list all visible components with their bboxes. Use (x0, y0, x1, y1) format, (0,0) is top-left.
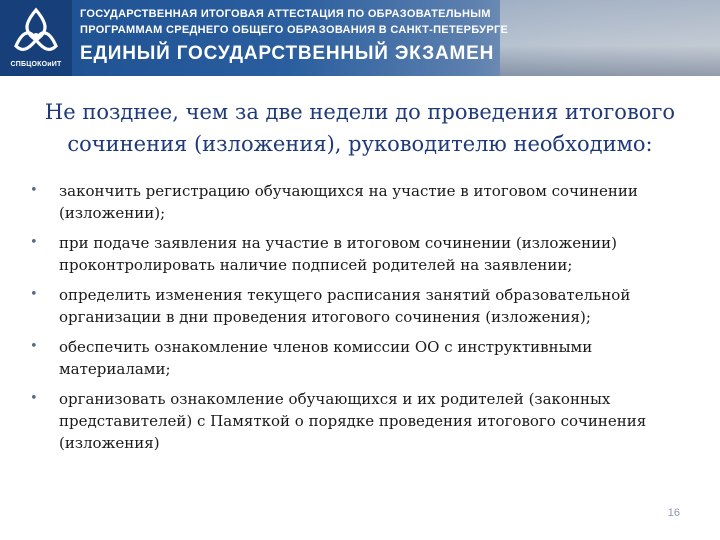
list-item (30, 336, 690, 380)
bullet-list (30, 180, 690, 462)
header-exam-title: ЕДИНЫЙ ГОСУДАРСТВЕННЫЙ ЭКЗАМЕН (80, 43, 495, 64)
list-item (30, 180, 690, 224)
header-line-1: ГОСУДАРСТВЕННАЯ ИТОГОВАЯ АТТЕСТАЦИЯ ПО ОБРАЗОВАТЕЛЬНЫМ (80, 8, 491, 20)
list-item-text: при подаче заявления на участие в итоговом сочинении (изложении) проконтролировать наличие подписей родителей на заявлении; (59, 234, 617, 274)
list-item-text: определить изменения текущего расписания занятий образовательной организации в дни проведения итогового сочинения (изложения); (59, 286, 631, 326)
bullet-icon: • (30, 339, 38, 354)
page-number: 16 (667, 507, 680, 519)
header-line-2: ПРОГРАММАМ СРЕДНЕГО ОБЩЕГО ОБРАЗОВАНИЯ В САНКТ-ПЕТЕРБУРГЕ (80, 24, 509, 36)
bullet-icon: • (30, 391, 38, 406)
list-item-text: обеспечить ознакомление членов комиссии ОО с инструктивными материалами; (59, 338, 593, 378)
list-item (30, 284, 690, 328)
logo-emblem-icon (10, 6, 62, 58)
list-item (30, 232, 690, 276)
list-item-text: организовать ознакомление обучающихся и их родителей (законных представителей) с Памяткой о порядке проведения итогового сочинения (изложения) (59, 390, 647, 452)
slide-title: Не позднее, чем за две недели до проведения итогового сочинения (изложения), руководителю необходимо: (44, 100, 676, 156)
logo (0, 0, 72, 76)
logo-text: СПБЦОКОиИТ (10, 61, 62, 68)
header-banner (0, 0, 720, 76)
city-photo (500, 0, 720, 76)
bullet-icon: • (30, 287, 38, 302)
list-item-text: закончить регистрацию обучающихся на участие в итоговом сочинении (изложении); (59, 182, 638, 222)
bullet-icon: • (30, 183, 38, 198)
list-item (30, 388, 690, 454)
bullet-icon: • (30, 235, 38, 250)
